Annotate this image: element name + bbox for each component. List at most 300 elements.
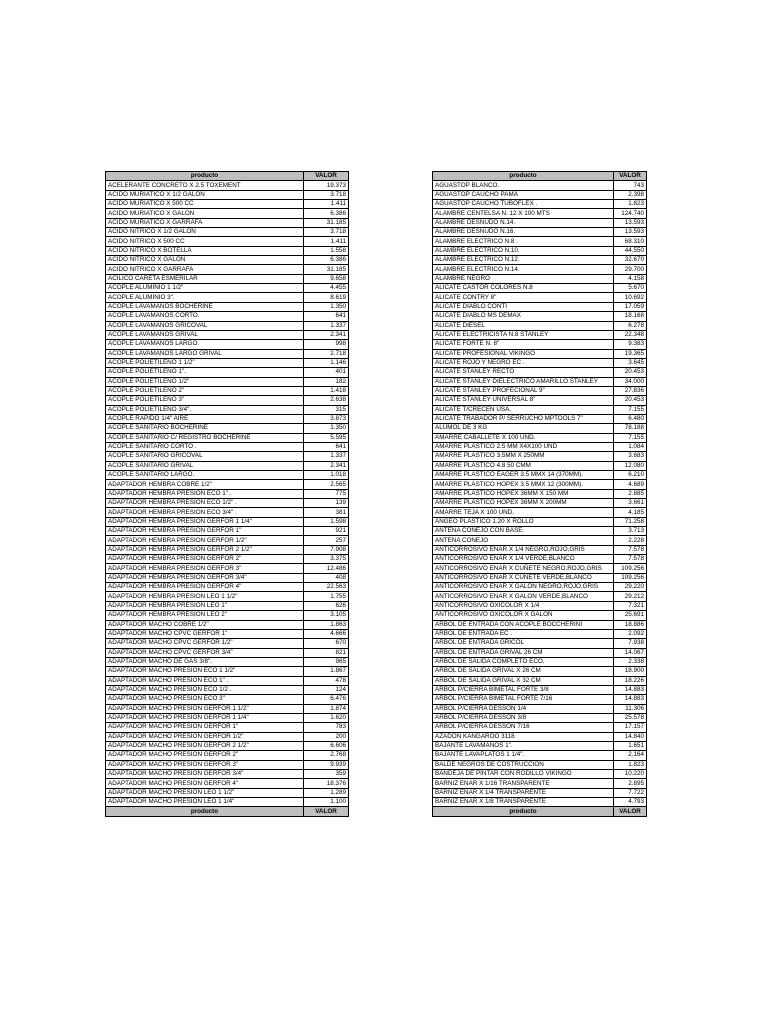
product-value-cell: 6.480	[614, 414, 647, 423]
table-row	[106, 713, 349, 722]
table-row	[433, 414, 647, 423]
product-value-cell: 14.883	[614, 695, 647, 704]
footer-valor: VALOR	[304, 807, 349, 816]
table-row	[433, 704, 647, 713]
product-name-cell: ADAPTADOR HEMBRA PRESION GERFOR 1 1/4"	[106, 517, 304, 526]
product-name-cell: ADAPTADOR MACHO COBRE 1/2"	[106, 620, 304, 629]
product-name-cell: ACOPLE LAVAMANOS GRICOVAL	[106, 321, 304, 330]
product-value-cell: 6.278	[614, 321, 647, 330]
product-value-cell: 18.900	[614, 667, 647, 676]
product-name-cell: ALAMBRE DESNUDO N.16.	[433, 228, 614, 237]
table-row	[106, 639, 349, 648]
table-row	[106, 564, 349, 573]
table-row	[106, 741, 349, 750]
table-row	[106, 527, 349, 536]
table-row	[106, 302, 349, 311]
table-row	[106, 358, 349, 367]
product-name-cell: ALAMBRE ELECTRICO N.8 .	[433, 237, 614, 246]
table-row	[433, 200, 647, 209]
product-value-cell: 821	[304, 648, 349, 657]
table-row	[433, 770, 647, 779]
table-row	[433, 620, 647, 629]
product-value-cell: 743	[614, 181, 647, 190]
table-row	[433, 284, 647, 293]
product-name-cell: ACOPLE SANITARIO GRIVAL	[106, 461, 304, 470]
table-row	[433, 471, 647, 480]
table-row	[106, 321, 349, 330]
table-row	[433, 190, 647, 199]
product-value-cell: 7.578	[614, 555, 647, 564]
product-name-cell: ACIDO NITRICO X BOTELLA	[106, 246, 304, 255]
product-name-cell: ADAPTADOR MACHO PRESION GERFOR 1"	[106, 723, 304, 732]
product-name-cell: ACIDO MURIATICO X 500 CC	[106, 200, 304, 209]
product-name-cell: ADAPTADOR MACHO CPVC GERFOR 1/2"	[106, 639, 304, 648]
product-value-cell: 20.453	[614, 368, 647, 377]
table-row	[106, 414, 349, 423]
table-row	[106, 228, 349, 237]
table-row	[106, 246, 349, 255]
product-name-cell: ADAPTADOR HEMBRA PRESION GERFOR 2 1/2"	[106, 545, 304, 554]
product-name-cell: ADAPTADOR HEMBRA PRESION ECO 1/2" .	[106, 499, 304, 508]
product-value-cell: 13.593	[614, 228, 647, 237]
product-name-cell: ALICATE STANLEY PROFECIONAL 9"	[433, 386, 614, 395]
table-row	[433, 611, 647, 620]
product-name-cell: ADAPTADOR MACHO PRESION ECO 1 1/2"	[106, 667, 304, 676]
product-name-cell: ALAMBRE DESNUDO N.14.	[433, 218, 614, 227]
product-value-cell: 401	[304, 368, 349, 377]
table-row	[106, 293, 349, 302]
product-name-cell: ARBOL DE SALIDA GRIVAL X 26 CM	[433, 667, 614, 676]
product-name-cell: ARBOL P/CIERRA DESSON 3/8	[433, 713, 614, 722]
table-row	[433, 424, 647, 433]
product-value-cell: 2.341	[304, 461, 349, 470]
product-name-cell: ACOPLE SANITARIO CORTO .	[106, 442, 304, 451]
table-row	[106, 657, 349, 666]
product-value-cell: 25.578	[614, 713, 647, 722]
table-row	[106, 181, 349, 190]
product-value-cell: 783	[304, 723, 349, 732]
product-value-cell: 124	[304, 685, 349, 694]
product-value-cell: 2.164	[614, 751, 647, 760]
table-row	[106, 517, 349, 526]
product-name-cell: ADAPTADOR MACHO PRESION GERFOR 2 1/2"	[106, 741, 304, 750]
product-value-cell: 3.105	[304, 611, 349, 620]
product-name-cell: ACIDO MURIATICO X GARRAFA	[106, 218, 304, 227]
product-name-cell: ARBOL DE ENTRADA CON ACOPLE BOCCHERINI	[433, 620, 614, 629]
table-footer-row	[106, 807, 349, 816]
product-value-cell: 14.840	[614, 732, 647, 741]
product-name-cell: AZADON KANGAROO 3118	[433, 732, 614, 741]
product-value-cell: 68.310	[614, 237, 647, 246]
table-row	[106, 442, 349, 451]
product-name-cell: ANTICORROSIVO ENAR X CUÑETE NEGRO,ROJO,GRIS	[433, 564, 614, 573]
table-row	[106, 573, 349, 582]
table-row	[106, 284, 349, 293]
product-value-cell: 5.595	[304, 433, 349, 442]
product-value-cell: 4.793	[614, 798, 647, 807]
table-row	[433, 274, 647, 283]
table-row	[433, 723, 647, 732]
product-value-cell: 22.563	[304, 583, 349, 592]
product-value-cell: 775	[304, 489, 349, 498]
product-value-cell: 9.939	[304, 760, 349, 769]
table-row	[433, 256, 647, 265]
table-row	[433, 713, 647, 722]
product-value-cell: 7.938	[614, 639, 647, 648]
table-row	[106, 592, 349, 601]
table-row	[106, 237, 349, 246]
product-value-cell: 5.670	[614, 284, 647, 293]
product-value-cell: 4.689	[614, 480, 647, 489]
product-name-cell: ANTICORROSIVO ENAR X GALON NEGRO,ROJO,GRIS	[433, 583, 614, 592]
product-name-cell: AMARRE CABALLETE X 100 UND.	[433, 433, 614, 442]
product-name-cell: AMARRE PLASTICO HOPEX 3.5 MMX 12 (300MM).	[433, 480, 614, 489]
table-row	[433, 480, 647, 489]
product-value-cell: 3.718	[304, 190, 349, 199]
product-value-cell: 257	[304, 536, 349, 545]
table-header-row	[433, 172, 647, 181]
product-value-cell: 1.867	[304, 667, 349, 676]
table-row	[433, 648, 647, 657]
product-name-cell: ADAPTADOR MACHO PRESION GERFOR 1/2"	[106, 732, 304, 741]
product-value-cell: 965	[304, 657, 349, 666]
table-row	[433, 788, 647, 797]
product-name-cell: ADAPTADOR MACHO CPVC GERFOR 1"	[106, 629, 304, 638]
table-row	[433, 657, 647, 666]
product-value-cell: 998	[304, 340, 349, 349]
product-value-cell: 1.350	[304, 302, 349, 311]
product-value-cell: 182	[304, 377, 349, 386]
product-value-cell: 31.185	[304, 218, 349, 227]
product-name-cell: ARBOL P/CIERRA DESSON 7/16	[433, 723, 614, 732]
product-value-cell: 2.885	[614, 489, 647, 498]
table-row	[433, 349, 647, 358]
product-value-cell: 18.886	[614, 620, 647, 629]
table-row	[106, 545, 349, 554]
product-value-cell: 18.376	[304, 779, 349, 788]
table-row	[433, 218, 647, 227]
product-value-cell: 11.306	[614, 704, 647, 713]
product-value-cell: 12.080	[614, 461, 647, 470]
product-name-cell: ANTENA CONEJO CON BASE.	[433, 527, 614, 536]
table-row	[106, 629, 349, 638]
product-value-cell: 2.638	[304, 396, 349, 405]
table-header-row	[106, 172, 349, 181]
table-row	[433, 340, 647, 349]
product-value-cell: 921	[304, 527, 349, 536]
product-value-cell: 1.418	[304, 386, 349, 395]
table-row	[106, 770, 349, 779]
product-value-cell: 7.722	[614, 788, 647, 797]
table-row	[433, 536, 647, 545]
product-name-cell: ADAPTADOR MACHO PRESION GERFOR 1 1/2"	[106, 704, 304, 713]
table-row	[106, 377, 349, 386]
product-name-cell: ACOPLE ALUMINIO 1 1/2"	[106, 284, 304, 293]
product-value-cell: 2.768	[304, 751, 349, 760]
product-value-cell: 1.863	[304, 620, 349, 629]
table-row	[433, 592, 647, 601]
product-value-cell: 6.210	[614, 471, 647, 480]
header-valor: VALOR	[304, 172, 349, 181]
product-name-cell: BARNIZ ENAR X 1/8 TRANSPARENTE	[433, 798, 614, 807]
product-name-cell: ACELERANTE CONCRETO X 2.5 TOXEMENT	[106, 181, 304, 190]
product-name-cell: ACOPLE LAVAMANOS BOCHERINE	[106, 302, 304, 311]
table-row	[106, 274, 349, 283]
product-value-cell: 626	[304, 601, 349, 610]
product-name-cell: AMARRE PLASTICO 3.5MM X 250MM	[433, 452, 614, 461]
product-value-cell: 1.084	[614, 442, 647, 451]
product-name-cell: AMARRE PLASTICO EAGER 3.5 MMX 14 (370MM).	[433, 471, 614, 480]
table-row	[433, 237, 647, 246]
product-name-cell: ADAPTADOR MACHO PRESION GERFOR 2"	[106, 751, 304, 760]
product-name-cell: AGUASTOP CAUCHO TUBOFLEX .	[433, 200, 614, 209]
table-row	[106, 601, 349, 610]
product-value-cell: 1.598	[304, 517, 349, 526]
table-row	[433, 302, 647, 311]
product-name-cell: ACIDO NITRICO X 500 CC	[106, 237, 304, 246]
table-row	[106, 330, 349, 339]
table-row	[433, 667, 647, 676]
product-value-cell: 2.338	[614, 657, 647, 666]
table-row	[433, 368, 647, 377]
product-value-cell: 6.386	[304, 256, 349, 265]
table-row	[433, 685, 647, 694]
product-name-cell: ALICATE CONTRY 8"	[433, 293, 614, 302]
product-value-cell: 3.683	[614, 452, 647, 461]
table-row	[106, 732, 349, 741]
product-value-cell: 315	[304, 405, 349, 414]
product-value-cell: 1.823	[614, 200, 647, 209]
table-row	[106, 788, 349, 797]
product-value-cell: 124.740	[614, 209, 647, 218]
product-value-cell: 1.018	[304, 471, 349, 480]
product-name-cell: ARBOL DE SALIDA COMPLETO ECO.	[433, 657, 614, 666]
product-name-cell: ALICATE DIABLO MS DEMAX	[433, 312, 614, 321]
table-row	[433, 396, 647, 405]
product-name-cell: ALICATE DIESEL	[433, 321, 614, 330]
product-name-cell: ADAPTADOR HEMBRA PRESION GERFOR 3/4"	[106, 573, 304, 582]
product-value-cell: 18.226	[614, 676, 647, 685]
product-name-cell: ARBOL P/CIERRA BIMETAL FORTE 3/8	[433, 685, 614, 694]
product-name-cell: ANTENA CONEJO	[433, 536, 614, 545]
product-name-cell: ADAPTADOR MACHO PRESION GERFOR 1 1/4"	[106, 713, 304, 722]
product-value-cell: 6.606	[304, 741, 349, 750]
table-row	[433, 545, 647, 554]
product-value-cell: 2.565	[304, 480, 349, 489]
product-name-cell: ALAMBRE ELECTRICO N.12.	[433, 256, 614, 265]
product-name-cell: ANTICORROSIVO OXICOLOR X GALON	[433, 611, 614, 620]
product-value-cell: 12.486	[304, 564, 349, 573]
table-row	[106, 704, 349, 713]
product-value-cell: 78.188	[614, 424, 647, 433]
product-value-cell: 1.755	[304, 592, 349, 601]
price-table-left	[105, 171, 349, 817]
product-name-cell: ACOPLE SANITARIO LARGO.	[106, 471, 304, 480]
product-name-cell: ANTICORROSIVO ENAR X GALON VERDE,BLANCO	[433, 592, 614, 601]
table-row	[106, 555, 349, 564]
product-name-cell: ACOPLE LAVAMANOS LARGO GRIVAL	[106, 349, 304, 358]
product-name-cell: ADAPTADOR HEMBRA PRESION GERFOR 3"	[106, 564, 304, 573]
product-name-cell: AMARRE TEJA X 100 UND.	[433, 508, 614, 517]
product-name-cell: ACILICO CARETA ESMERILAR	[106, 274, 304, 283]
product-name-cell: ALAMBRE NEGRO	[433, 274, 614, 283]
product-name-cell: ACOPLE SANITARIO C/ REGISTRO BOCHERINE	[106, 433, 304, 442]
table-row	[433, 181, 647, 190]
table-row	[433, 527, 647, 536]
product-name-cell: ADAPTADOR HEMBRA PRESION GERFOR 4"	[106, 583, 304, 592]
product-name-cell: AMARRE PLASTICO 2.5 MM X4X100 UND	[433, 442, 614, 451]
table-row	[106, 508, 349, 517]
product-value-cell: 2.718	[304, 349, 349, 358]
product-value-cell: 3.645	[614, 358, 647, 367]
product-value-cell: 17.059	[614, 302, 647, 311]
table-row	[433, 760, 647, 769]
table-row	[106, 536, 349, 545]
product-name-cell: ADAPTADOR MACHO DE GAS 3/8".	[106, 657, 304, 666]
product-value-cell: 3.661	[614, 499, 647, 508]
product-value-cell: 359	[304, 770, 349, 779]
product-name-cell: ADAPTADOR MACHO CPVC GERFOR 3/4"	[106, 648, 304, 657]
table-row	[433, 386, 647, 395]
product-value-cell: 139	[304, 499, 349, 508]
table-row	[433, 798, 647, 807]
product-name-cell: ACOPLE LAVAMANOS LARGO.	[106, 340, 304, 349]
product-name-cell: ADAPTADOR MACHO PRESION LEO 1 1/2"	[106, 788, 304, 797]
table-row	[433, 265, 647, 274]
product-value-cell: 9.658	[304, 274, 349, 283]
table-row	[106, 461, 349, 470]
product-value-cell: 3.718	[304, 228, 349, 237]
table-row	[433, 555, 647, 564]
table-row	[106, 349, 349, 358]
table-row	[106, 200, 349, 209]
product-name-cell: ACOPLE RAPIDO 1/4" AIRE	[106, 414, 304, 423]
product-value-cell: 10.220	[614, 770, 647, 779]
product-name-cell: BANDEJA DE PINTAR CON RODILLO VIKINGO	[433, 770, 614, 779]
table-row	[106, 685, 349, 694]
product-value-cell: 34.000	[614, 377, 647, 386]
product-value-cell: 2.092	[614, 629, 647, 638]
table-row	[106, 265, 349, 274]
product-name-cell: ACOPLE LAVAMANOS GRIVAL	[106, 330, 304, 339]
table-row	[433, 321, 647, 330]
table-row	[106, 424, 349, 433]
product-name-cell: ALICATE ELECTRICISTA N.8 STANLEY	[433, 330, 614, 339]
product-value-cell: 3.375	[304, 555, 349, 564]
product-value-cell: 200	[304, 732, 349, 741]
footer-producto: producto	[106, 807, 304, 816]
table-row	[106, 433, 349, 442]
table-row	[106, 489, 349, 498]
product-name-cell: ALICATE FORTE N. 8"	[433, 340, 614, 349]
product-name-cell: ADAPTADOR MACHO PRESION LEO 1 1/4"	[106, 798, 304, 807]
product-value-cell: 25.691	[614, 611, 647, 620]
product-name-cell: ACIDO NITRICO X GALON	[106, 256, 304, 265]
product-name-cell: ACOPLE POLIETILENO 1 1/2"	[106, 358, 304, 367]
product-name-cell: ALICATE ROJO Y NEGRO EC .	[433, 358, 614, 367]
table-row	[433, 573, 647, 582]
product-value-cell: 1.100	[304, 798, 349, 807]
table-row	[106, 480, 349, 489]
product-value-cell: 1.289	[304, 788, 349, 797]
product-name-cell: ALICATE PROFESIONAL VIKINGO	[433, 349, 614, 358]
product-name-cell: ALAMBRE CENTELSA N. 12 X 100 MTS	[433, 209, 614, 218]
table-row	[106, 723, 349, 732]
product-value-cell: 29.700	[614, 265, 647, 274]
table-row	[106, 648, 349, 657]
product-name-cell: ADAPTADOR HEMBRA PRESION ECO 1" .	[106, 489, 304, 498]
product-value-cell: 1.146	[304, 358, 349, 367]
product-name-cell: ADAPTADOR MACHO PRESION ECO 1" .	[106, 676, 304, 685]
table-row	[106, 667, 349, 676]
table-row	[106, 209, 349, 218]
table-row	[433, 517, 647, 526]
product-value-cell: 13.593	[614, 218, 647, 227]
product-name-cell: ALICATE STANLEY DIELECTRICO AMARILLO STANLEY	[433, 377, 614, 386]
product-value-cell: 29.220	[614, 583, 647, 592]
product-name-cell: AGUASTOP BLANCO.	[433, 181, 614, 190]
product-name-cell: ALICATE TRABADOR P/ SERRUCHO MPTOOLS 7"	[433, 414, 614, 423]
product-name-cell: ADAPTADOR HEMBRA PRESION GERFOR 1/2"	[106, 536, 304, 545]
product-value-cell: 641	[304, 442, 349, 451]
product-name-cell: ANTICORROSIVO ENAR X CUÑETE VERDE,BLANCO	[433, 573, 614, 582]
price-table-right	[432, 171, 647, 817]
table-row	[433, 377, 647, 386]
table-row	[106, 676, 349, 685]
product-name-cell: AGUASTOP CAUCHO PAMA	[433, 190, 614, 199]
product-value-cell: 670	[304, 639, 349, 648]
product-value-cell: 22.348	[614, 330, 647, 339]
product-name-cell: ANTICORROSIVO ENAR X 1/4 VERDE,BLANCO	[433, 555, 614, 564]
product-name-cell: ALICATE T/CRECEN USA.	[433, 405, 614, 414]
product-name-cell: ADAPTADOR HEMBRA PRESION ECO 3/4" .	[106, 508, 304, 517]
table-row	[433, 405, 647, 414]
header-producto: producto	[433, 172, 614, 181]
product-value-cell: 32.670	[614, 256, 647, 265]
table-row	[433, 330, 647, 339]
product-value-cell: 19.365	[614, 349, 647, 358]
table-row	[433, 779, 647, 788]
product-name-cell: ACIDO MURIATICO X 1/2 GALON	[106, 190, 304, 199]
product-value-cell: 1.411	[304, 237, 349, 246]
product-value-cell: 1.337	[304, 321, 349, 330]
product-name-cell: BAJANTE LAVAPLATOS 1 1/4".	[433, 751, 614, 760]
product-value-cell: 31.185	[304, 265, 349, 274]
table-row	[106, 779, 349, 788]
table-row	[433, 601, 647, 610]
product-name-cell: ARBOL P/CIERRA DESSON 1/4	[433, 704, 614, 713]
table-row	[433, 293, 647, 302]
product-name-cell: AMARRE PLASTICO HOPEX 36MM X 200MM	[433, 499, 614, 508]
product-name-cell: ARBOL DE ENTRADA GRICOL	[433, 639, 614, 648]
product-name-cell: ADAPTADOR MACHO PRESION ECO 1/2 .	[106, 685, 304, 694]
product-name-cell: ALAMBRE ELECTRICO N.10.	[433, 246, 614, 255]
product-value-cell: 1.620	[304, 713, 349, 722]
product-name-cell: ADAPTADOR HEMBRA PRESION LEO 2"	[106, 611, 304, 620]
product-value-cell: 1.350	[304, 424, 349, 433]
table-row	[433, 676, 647, 685]
product-name-cell: ALAMBRE ELECTRICO N.14.	[433, 265, 614, 274]
product-name-cell: ACOPLE POLIETILENO 1/2"	[106, 377, 304, 386]
table-row	[106, 190, 349, 199]
product-name-cell: ACIDO MURIATICO X GALON	[106, 209, 304, 218]
product-name-cell: ADAPTADOR MACHO PRESION ECO 3"	[106, 695, 304, 704]
product-name-cell: ACOPLE POLIETILENO 1".	[106, 368, 304, 377]
product-value-cell: 19.373	[304, 181, 349, 190]
product-value-cell: 408	[304, 573, 349, 582]
table-row	[106, 312, 349, 321]
table-row	[106, 405, 349, 414]
